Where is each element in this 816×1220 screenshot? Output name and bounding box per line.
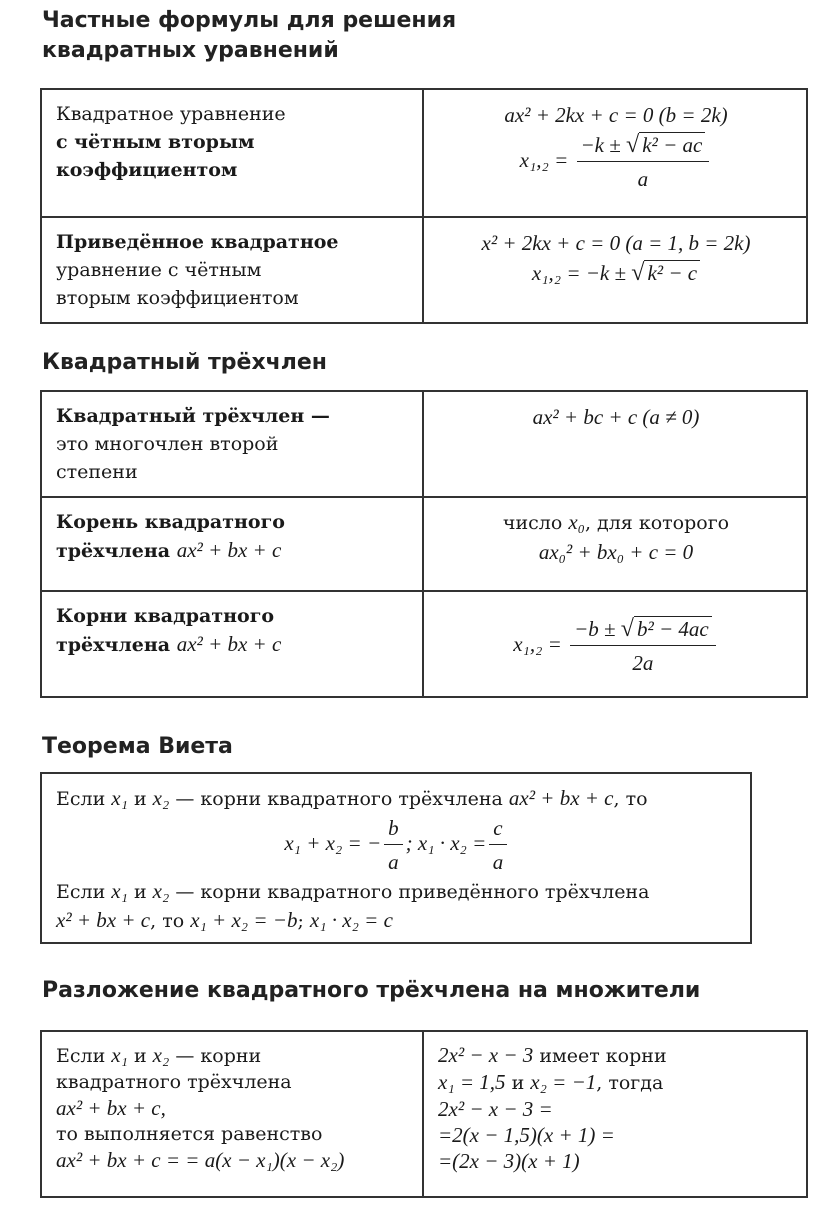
row-formula-cell — [423, 591, 807, 697]
trinomial-root-text: число x₀, для которого — [502, 510, 730, 534]
vieta-formulas: x₁ + x₂ = − $\frac{b}{a}$ ; x₁ · x₂ = $\frac{c}{a}$ — [56, 813, 738, 877]
sqrt-icon: √ — [631, 260, 645, 286]
roots-fraction: $\frac{\text{−k ± √ k² − ac}}{a}$ — [577, 130, 710, 194]
row-formula-cell — [423, 497, 807, 591]
section-heading-vieta: Теорема Виета — [42, 734, 233, 759]
table-row — [41, 591, 807, 697]
vieta-paragraph-2-cont: x² + bx + c, то x₁ + x₂ = −b; x₁ · x₂ = c — [56, 908, 393, 932]
row-label-cell: Квадратное уравнение с чётным вторым коэффициентом — [41, 89, 423, 217]
reduced-roots: x₁,₂ = −k ± √ k² − c — [438, 258, 794, 288]
sqrt-icon: √ — [626, 132, 640, 158]
quadratic-formula: x₁,₂ = $\frac{\text{−b ± √ b² − 4ac}}{2a}$ — [438, 614, 794, 678]
trinomial-table — [40, 390, 808, 698]
vieta-paragraph-1: Если x₁ и x₂ — корни квадратного трёхчлена ax² + bx + c, то — [56, 786, 648, 810]
quadratic-fraction: $\frac{\text{−b ± √ b² − 4ac}}{2a}$ — [570, 614, 716, 678]
section-heading-factorization: Разложение квадратного трёхчлена на множители — [42, 978, 701, 1003]
table-row — [41, 391, 807, 497]
section-heading-special-formulas: Частные формулы для решения квадратных уравнений — [42, 8, 457, 63]
vieta-cell — [41, 773, 751, 943]
trinomial-root-equation: ax₀² + bx₀ + c = 0 — [538, 540, 694, 564]
table-row — [41, 497, 807, 591]
sqrt-icon: √ — [620, 616, 634, 642]
row-label-cell: Квадратный трёхчлен — это многочлен второй степени — [41, 391, 423, 497]
reduced-equation: x² + 2kx + c = 0 (a = 1, b = 2k) — [481, 231, 751, 255]
table-row — [41, 217, 807, 323]
even-coefficient-roots: x₁,₂ = $\frac{\text{−k ± √ k² − ac}}{a}$ — [438, 130, 794, 194]
vieta-paragraph-2: Если x₁ и x₂ — корни квадратного приведённого трёхчлена — [56, 879, 650, 903]
row-label-cell: Корень квадратного трёхчлена ax² + bx + c — [41, 497, 423, 591]
table-row — [41, 1031, 807, 1197]
table-row — [41, 89, 807, 217]
row-formula-cell — [423, 89, 807, 217]
even-coefficient-equation: ax² + 2kx + c = 0 (b = 2k) — [504, 103, 728, 127]
factorization-rule-cell: Если x₁ и x₂ — корни квадратного трёхчлена ax² + bx + c, то выполняется равенство ax² + bx + c = = a(x − x₁)(x − x₂) — [41, 1031, 423, 1197]
table-row — [41, 773, 751, 943]
row-label-cell: Корни квадратного трёхчлена ax² + bx + c — [41, 591, 423, 697]
vieta-table — [40, 772, 752, 944]
factorization-table — [40, 1030, 808, 1198]
row-label-cell: Приведённое квадратное уравнение с чётным вторым коэффициентом — [41, 217, 423, 323]
row-formula-cell — [423, 217, 807, 323]
row-formula-cell — [423, 391, 807, 497]
factorization-example-cell: 2x² − x − 3 имеет корни x₁ = 1,5 и x₂ = −1, тогда 2x² − x − 3 = =2(x − 1,5)(x + 1) = =(2x − 3)(x + 1) — [423, 1031, 807, 1197]
trinomial-definition: ax² + bc + c (a ≠ 0) — [532, 405, 700, 429]
section-heading-trinomial: Квадратный трёхчлен — [42, 350, 327, 375]
special-formulas-table — [40, 88, 808, 324]
